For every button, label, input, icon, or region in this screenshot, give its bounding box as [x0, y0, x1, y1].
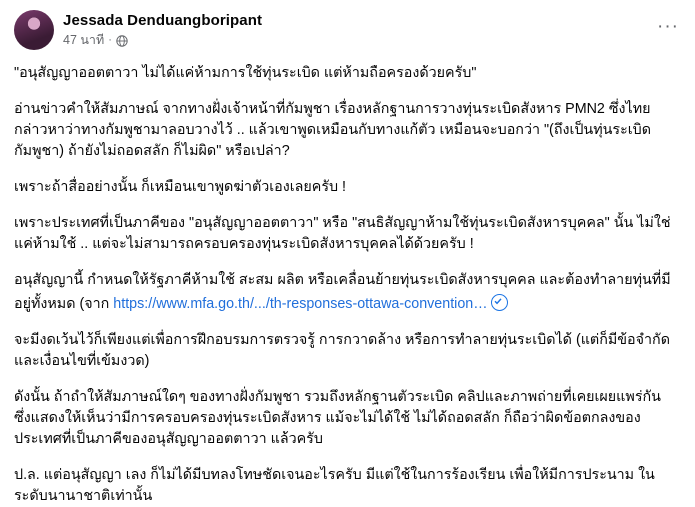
post-paragraph-5: จะมีงดเว้นไว้ก็เพียงแต่เพื่อการฝึกอบรมการตรวจรู้ การกวาดล้าง หรือการทำลายทุ่นระเบิดได้ (แต่ก็มีข้อจำกัดและเงื่อนไขที่เข้มงวด) [14, 332, 670, 369]
post-timestamp[interactable]: 47 นาที [63, 33, 105, 47]
post-paragraph-1: อ่านข่าวคำให้สัมภาษณ์ จากทางฝั่งเจ้าหน้าที่กัมพูชา เรื่องหลักฐานการวางทุ่นระเบิดสังหาร PMN2 ซึ่งไทยกล่าวหาว่าทางกัมพูชามาลอบวางไว้ .. แล้วเขาพูดเหมือนกับทางแก้ตัว เหมือนจะบอกว่า "(ถึงเป็นทุ่นระเบิดกัมพูชา) ถ้ายังไม่ถอดสลัก ก็ไม่ผิด" หรือเปล่า? [14, 101, 651, 159]
globe-icon[interactable] [116, 35, 128, 47]
post-paragraph-6: ดังนั้น ถ้าถำให้สัมภาษณ์ใดๆ ของทางฝั่งกัมพูชา รวมถึงหลักฐานตัวระเบิด คลิปและภาพถ่ายที่เคยเผยแพร่กัน ซึ่งแสดงให้เห็นว่ามีการครอบครองทุ่นระเบิดสังหาร แม้จะไม่ได้ใช้ ไม่ได้ถอดสลัก ก็ถือว่าผิดข้อตกลงของประเทศที่เป็นภาคีของอนุสัญญาออตตาวา แล้วครับ [14, 389, 661, 447]
post-author-name[interactable]: Jessada Denduangboripant [63, 12, 263, 29]
post-paragraph-2: เพราะถ้าสื่ออย่างนั้น ก็เหมือนเขาพูดฆ่าตัวเองเลยครับ ! [14, 179, 347, 195]
post-paragraph-3: เพราะประเทศที่เป็นภาคีของ "อนุสัญญาออตตาวา" หรือ "สนธิสัญญาห้ามใช้ทุ่นระเบิดสังหารบุคคล" นั้น ไม่ใช่แค่ห้ามใช้ .. แต่จะไม่สามารถครอบครองทุ่นระเบิดสังหารบุคคลได้ด้วยครับ ! [14, 215, 671, 252]
avatar[interactable] [14, 10, 54, 50]
post-header [14, 10, 681, 50]
mfa-source-link[interactable]: https://www.mfa.go.th/.../th-responses-ottawa-convention… [113, 296, 488, 312]
post-paragraph-quote: "อนุสัญญาออตตาวา ไม่ได้แค่ห้ามการใช้ทุ่นระเบิด แต่ห้ามถือครองด้วยครับ" [14, 65, 477, 81]
post-options-menu-icon[interactable]: ··· [657, 16, 679, 37]
post-meta [63, 32, 262, 48]
meta-separator: · [108, 34, 112, 46]
post-paragraph-4 [14, 270, 681, 315]
verified-check-icon [491, 294, 508, 311]
post-paragraph-4-text: อนุสัญญานี้ กำหนดให้รัฐภาคีห้ามใช้ สะสม ผลิต หรือเคลื่อนย้ายทุ่นระเบิดสังหารบุคคล และต้องทำลายทุ่นที่มีอยู่ทั้งหมด (จาก [14, 272, 671, 312]
post-author-block [63, 10, 262, 48]
post-text-body [14, 63, 681, 507]
post-paragraph-7: ป.ล. แต่อนุสัญญา เลง ก็ไม่ได้มีบทลงโทษชัดเจนอะไรครับ มีแต่ใช้ในการร้องเรียน เพื่อให้มีการประนาม ในระดับนานาชาติเท่านั้น [14, 467, 655, 504]
